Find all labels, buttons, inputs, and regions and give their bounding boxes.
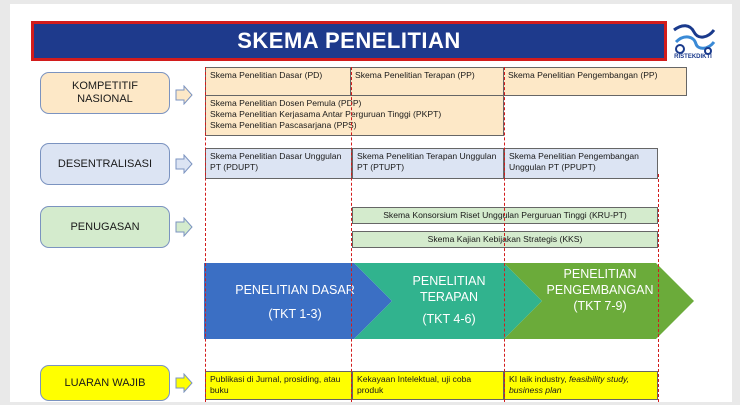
column-divider — [351, 67, 352, 402]
cell-kompetitif-pengembangan: Skema Penelitian Pengembangan (PP) — [503, 67, 687, 96]
list-item: Skema Penelitian Pascasarjana (PPS) — [210, 120, 357, 130]
label-kompetitif: KOMPETITIF NASIONAL — [40, 72, 170, 114]
list-item: Skema Penelitian Kerjasama Antar Perguruan Tinggi (PKPT) — [210, 109, 442, 119]
stage-tkt: (TKT 4-6) — [422, 312, 476, 326]
cell-desentralisasi-pengembangan: Skema Penelitian Pengembangan Unggulan PT (PPUPT) — [504, 148, 658, 179]
logo-text: RISTEKDIKTI — [674, 54, 712, 60]
stage-name: PENELITIAN PENGEMBANGAN — [546, 267, 654, 297]
list-item: Skema Penelitian Dosen Pemula (PDP) — [210, 98, 362, 108]
cell-luaran-dasar: Publikasi di Jurnal, prosiding, atau buku — [205, 371, 352, 400]
arrow-right-icon — [175, 217, 193, 237]
cell-kompetitif-shared — [205, 95, 504, 136]
label-luaran-wajib: LUARAN WAJIB — [40, 365, 170, 401]
cell-penugasan-kks: Skema Kajian Kebijakan Strategis (KKS) — [352, 231, 658, 248]
cell-kompetitif-dasar: Skema Penelitian Dasar (PD) — [205, 67, 351, 96]
column-divider — [205, 67, 206, 402]
stage-tkt: (TKT 1-3) — [268, 307, 322, 321]
title-bar — [31, 21, 667, 61]
slide — [10, 4, 732, 402]
stage-tkt: (TKT 7-9) — [573, 299, 627, 313]
column-divider — [504, 67, 505, 402]
stage-dasar — [220, 282, 370, 322]
cell-kompetitif-terapan: Skema Penelitian Terapan (PP) — [350, 67, 504, 96]
cell-luaran-terapan: Kekayaan Intelektual, uji coba produk — [352, 371, 504, 400]
arrow-right-icon — [175, 373, 193, 393]
label-desentralisasi: DESENTRALISASI — [40, 143, 170, 185]
arrow-right-icon — [175, 85, 193, 105]
cell-desentralisasi-dasar: Skema Penelitian Dasar Unggulan PT (PDUPT) — [205, 148, 352, 179]
stage-name: PENELITIAN DASAR — [235, 283, 355, 297]
arrow-right-icon — [175, 154, 193, 174]
stage-pengembangan — [535, 266, 665, 314]
column-divider — [658, 174, 659, 402]
cell-desentralisasi-terapan: Skema Penelitian Terapan Unggulan PT (PTUPT) — [352, 148, 504, 179]
stage-terapan — [394, 273, 504, 327]
cell-penugasan-kru-pt: Skema Konsorsium Riset Unggulan Perguruan Tinggi (KRU-PT) — [352, 207, 658, 224]
label-penugasan: PENUGASAN — [40, 206, 170, 248]
cell-luaran-pengembangan: KI laik industry, feasibility study, business plan — [504, 371, 658, 400]
page-title: SKEMA PENELITIAN — [237, 28, 461, 53]
stage-name: PENELITIAN TERAPAN — [412, 274, 486, 304]
